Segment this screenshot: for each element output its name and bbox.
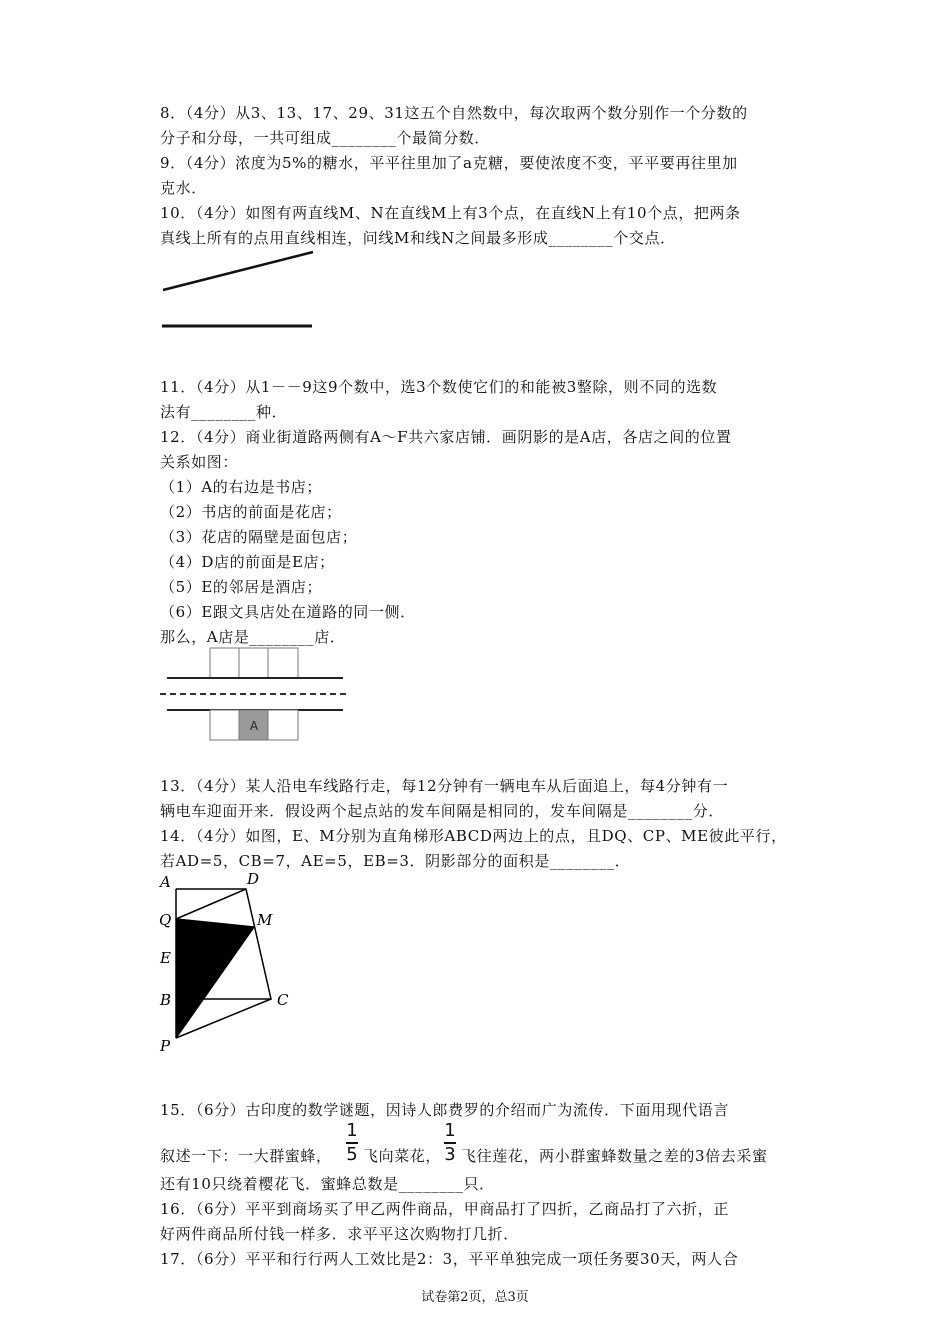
q13-line-2: 辆电车迎面开来．假设两个起点站的发车间隔是相同的，发车间隔是________分． (160, 802, 725, 820)
q12-line-1: 12．（4分）商业街道路两侧有A～F共六家店铺．画阴影的是A店，各店之间的位置 (160, 428, 732, 446)
q12-question: 那么，A店是________店． (160, 628, 346, 646)
q10-line-2: 真线上所有的点用直线相连，问线M和线N之间最多形成________个交点． (160, 229, 676, 247)
segment-dq (176, 889, 246, 919)
q15-line-2c: 飞往莲花，两小群蜜蜂数量之差的3倍去采蜜 (461, 1147, 768, 1165)
q12-street-figure (155, 645, 355, 745)
shop-top-2 (239, 648, 268, 678)
shop-top-3 (268, 648, 298, 678)
fraction-one-third (443, 1121, 457, 1165)
q12-clue-4: （4）D店的前面是E店； (160, 553, 335, 571)
q15-line-1: 15．（6分）古印度的数学谜题，因诗人郎费罗的介绍而广为流传．下面用现代语言 (160, 1101, 729, 1119)
q16-line-1: 16．（6分）平平到商场买了甲乙两件商品，甲商品打了四折，乙商品打了六折，正 (160, 1200, 729, 1218)
fraction-1-denominator: 5 (346, 1143, 358, 1165)
label-e: E (160, 949, 171, 967)
page-footer: 试卷第2页，总3页 (421, 1290, 529, 1305)
q14-line-1: 14．（4分）如图，E、M分别为直角梯形ABCD两边上的点，且DQ、CP、ME彼此平行， (160, 827, 787, 845)
q12-line-2: 关系如图： (160, 453, 239, 471)
shop-bottom-3 (268, 710, 298, 740)
q11-line-2: 法有________种． (160, 403, 288, 421)
label-c: C (277, 991, 289, 1009)
q15-line-3: 还有10只绕着樱花飞．蜜蜂总数是________只． (160, 1175, 495, 1193)
q12-clue-2: （2）书店的前面是花店； (160, 503, 342, 521)
q8-line-1: 8．（4分）从3、13、17、29、31这五个自然数中，每次取两个数分别作一个分数的 (160, 104, 748, 122)
q10-line-1: 10．（4分）如图有两直线M、N在直线M上有3个点，在直线N上有10个点，把两条 (160, 204, 741, 222)
label-q: Q (159, 911, 172, 929)
fraction-2-numerator: 1 (444, 1120, 456, 1141)
q10-lines-figure (155, 245, 325, 335)
shop-a-label: A (249, 719, 259, 733)
label-p: P (160, 1037, 171, 1055)
line-m (163, 252, 313, 290)
q9-line-1: 9．（4分）浓度为5%的糖水，平平往里加了a克糖，要使浓度不变，平平要再往里加 (160, 154, 738, 172)
q12-clue-3: （3）花店的隔壁是面包店； (160, 528, 358, 546)
q12-clue-1: （1）A的右边是书店； (160, 478, 322, 496)
fraction-1-numerator: 1 (346, 1120, 358, 1141)
label-a: A (160, 873, 171, 891)
q9-line-2: 克水． (160, 179, 207, 197)
shop-top-1 (210, 648, 239, 678)
q14-line-2: 若AD=5，CB=7，AE=5，EB=3．阴影部分的面积是________． (160, 852, 631, 870)
q12-clue-6: （6）E跟文具店处在道路的同一侧． (160, 603, 416, 621)
label-b: B (160, 991, 172, 1009)
label-d: D (247, 870, 260, 888)
q11-line-1: 11．（4分）从1－－9这9个数中，选3个数使它们的和能被3整除，则不同的选数 (160, 378, 718, 396)
q15-line-2a: 叙述一下：一大群蜜蜂， (160, 1147, 332, 1165)
shop-bottom-1 (210, 710, 239, 740)
q15-line-2b: 飞向菜花， (363, 1147, 442, 1165)
q13-line-1: 13．（4分）某人沿电车线路行走，每12分钟有一辆电车从后面追上，每4分钟有一 (160, 777, 729, 795)
q17-line-1: 17．（6分）平平和行行两人工效比是2：3，平平单独完成一项任务要30天，两人合 (160, 1250, 739, 1268)
fraction-2-denominator: 3 (444, 1143, 456, 1165)
label-m: M (257, 911, 273, 929)
q14-trapezoid-figure (155, 865, 305, 1060)
fraction-one-fifth (345, 1121, 359, 1165)
q8-line-2: 分子和分母，一共可组成________个最简分数． (160, 129, 491, 147)
q16-line-2: 好两件商品所付钱一样多．求平平这次购物打几折． (160, 1225, 519, 1243)
q12-clue-5: （5）E的邻居是酒店； (160, 578, 323, 596)
